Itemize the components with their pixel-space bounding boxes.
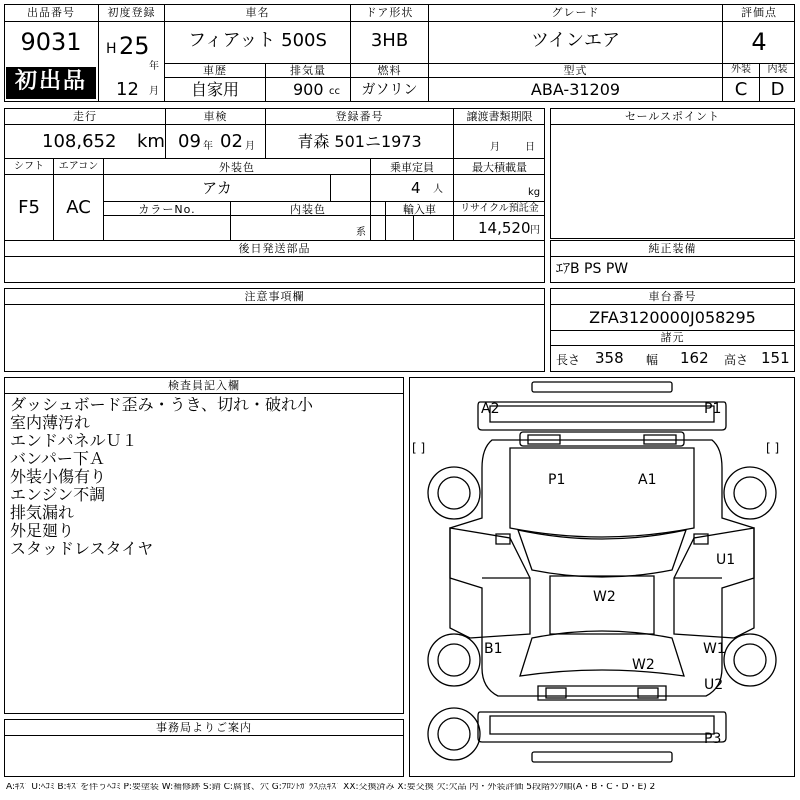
note-line: バンパー下Ａ [10,449,105,468]
note-line: 外装小傷有り [10,467,107,486]
fuel-value: ガソリン [361,82,418,98]
first-reg-month: 12 [116,79,139,100]
inspector-notes [10,396,400,558]
inspection-header: 車検 [203,110,228,123]
max-load-unit: kg [528,187,541,198]
displacement-header: 排気量 [290,64,326,77]
transfer-header: 譲渡書類期限 [466,110,533,123]
mileage-unit: km [137,131,165,152]
capacity-header: 乗車定員 [390,161,434,174]
mileage-header: 走行 [73,110,97,123]
fuel-header: 燃料 [377,64,402,77]
mileage-value: 108,652 [42,131,117,152]
capacity-unit: 人 [433,184,443,195]
bracket-left: [ ] [412,441,426,455]
damage-label-a1-hood: A1 [638,472,657,488]
ext-color-value: アカ [202,179,232,197]
door-value: 3HB [370,30,409,51]
model-code-header: 型式 [563,64,588,77]
damage-label-b1: B1 [484,641,503,657]
first-reg-header: 初度登録 [107,6,156,19]
int-color-unit: 系 [356,227,366,238]
inspection-year: 09 [178,131,201,152]
interior-score-header: 内装 [767,64,788,75]
first-reg-year: 25 [119,32,150,60]
first-reg-month-unit: 月 [149,86,159,97]
capacity-value: 4 [411,179,421,197]
office-header: 事務局よりご案内 [156,721,252,734]
height-label: 高さ [724,353,749,367]
damage-label-p3: P3 [704,731,722,747]
later-parts-header: 後日発送部品 [238,242,311,255]
first-reg-year-unit: 年 [149,61,159,72]
note-line: 外足廻り [10,521,75,540]
max-load-header: 最大積載量 [472,161,527,174]
damage-label-w2-trunk: W2 [632,657,655,673]
inspector-header: 検査員記入欄 [168,379,240,392]
grade-value: ツインエア [530,30,621,51]
car-diagram [410,378,794,776]
damage-label-w1: W1 [703,641,726,657]
exterior-score-header: 外装 [731,64,751,75]
chassis-value: ZFA3120000J058295 [589,308,756,327]
note-line: エンジン不調 [10,485,106,504]
transfer-month-unit: 月 [490,142,500,153]
transfer-day-unit: 日 [525,142,535,153]
equipment-value: ｴｱB PS PW [556,261,629,277]
sales-point-box [550,108,795,239]
int-color-header: 内装色 [290,203,326,216]
car-diagram-box [409,377,795,777]
bracket-right: [ ] [766,441,780,455]
legend: A:ｷｽﾞ U:ﾍｺﾐ B:ｷｽﾞを伴うﾍｺﾐ P:要塗装 W:補修跡 S:錆 C:腐食、穴 G:ﾌﾛﾝﾄｶﾞﾗｽ点ｷｽﾞ XX:交換済み X:要交換 欠:欠品 内・外装評価 5段階ﾗﾝｸ順(A・B・C・D・E) 2 [6,783,656,792]
caution-header: 注意事項欄 [244,290,305,303]
door-header: ドア形状 [365,6,414,19]
recycle-header: リサイクル預託金 [460,203,539,214]
shift-value: F5 [18,197,40,218]
damage-label-p1-bumper: P1 [704,401,722,417]
width-value: 162 [680,349,709,367]
chassis-header: 車台番号 [648,290,697,303]
registration-value: 青森 501ニ1973 [297,132,422,151]
registration-header: 登録番号 [335,110,384,123]
inspection-year-unit: 年 [203,141,213,152]
damage-label-p1-hood: P1 [548,472,566,488]
damage-label-u2: U2 [704,677,724,693]
interior-score: D [770,79,785,100]
recycle-value: 14,520 [478,219,531,237]
note-line: スタッドレスタイヤ [10,539,154,558]
lot-number: 9031 [20,28,82,56]
note-line: 室内薄汚れ [10,413,91,432]
ext-color-header: 外装色 [219,161,255,174]
width-label: 幅 [646,353,659,367]
color-no-header: カラーNo. [138,203,196,216]
shift-header: シフト [14,161,44,172]
score-value: 4 [751,28,767,56]
damage-label-u1: U1 [716,552,736,568]
note-line: ダッシュボード歪み・うき、切れ・破れ小 [10,395,314,414]
first-time-badge: 初出品 [6,67,96,99]
note-line: エンドパネルＵ１ [10,431,138,450]
car-name: フィアット 500S [188,30,327,51]
displacement-value: 900 [293,80,324,99]
first-reg-era: H [106,41,117,57]
grade-header: グレード [551,6,600,19]
history-header: 車歴 [203,64,227,77]
sales-point-header: セールスポイント [624,110,720,123]
inspection-month: 02 [220,131,243,152]
exterior-score: C [734,79,748,100]
dims-header: 諸元 [660,331,685,344]
damage-label-a2: A2 [481,401,500,417]
length-label: 長さ [556,353,581,367]
damage-label-w2-roof: W2 [593,589,616,605]
import-header: 輸入車 [403,203,436,216]
car-name-header: 車名 [245,6,270,19]
score-header: 評価点 [741,6,777,19]
history-value: 自家用 [190,80,239,99]
lot-number-header: 出品番号 [27,6,75,19]
recycle-unit: 円 [530,225,540,236]
height-value: 151 [761,349,790,367]
length-value: 358 [595,349,624,367]
aircon-value: AC [66,197,91,218]
note-line: 排気漏れ [10,503,75,522]
inspection-month-unit: 月 [245,141,255,152]
displacement-unit: cc [329,86,340,97]
aircon-header: エアコン [58,161,99,172]
model-code-value: ABA-31209 [530,80,621,99]
equipment-header: 純正装備 [648,242,697,255]
